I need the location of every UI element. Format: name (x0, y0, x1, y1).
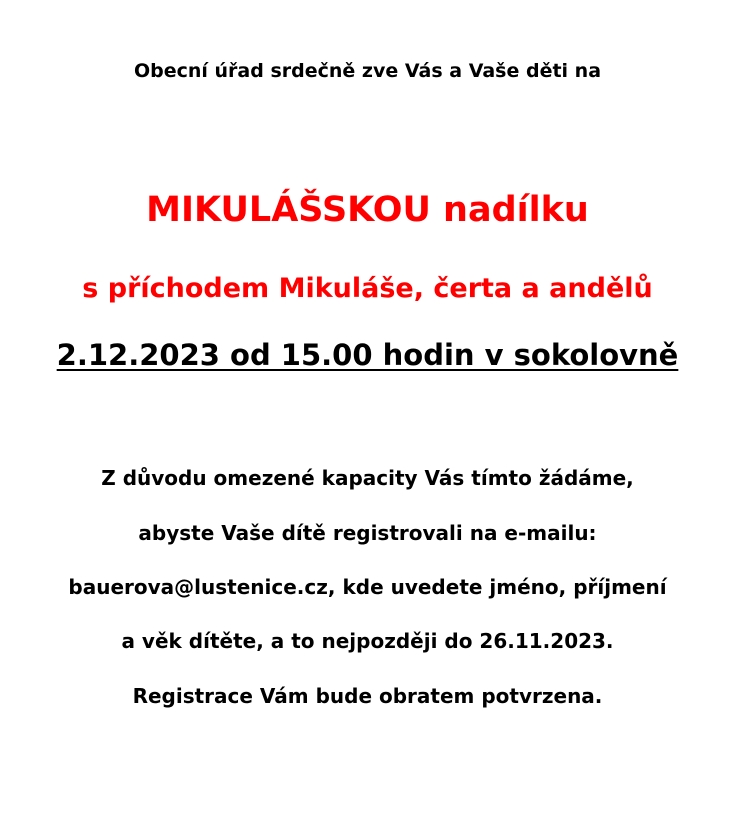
body-line-capacity: Z důvodu omezené kapacity Vás tímto žádáme, (101, 466, 634, 490)
body-line-email: bauerova@lustenice.cz, kde uvedete jméno, příjmení (68, 575, 667, 599)
intro-text: Obecní úřad srdečně zve Vás a Vaše děti na (133, 60, 602, 82)
body-line-deadline: a věk dítěte, a to nejpozději do 26.11.2023. (121, 629, 614, 653)
body-line-confirmation: Registrace Vám bude obratem potvrzena. (132, 684, 603, 708)
event-subheadline: s příchodem Mikuláše, čerta a andělů (82, 273, 653, 304)
event-date-line: 2.12.2023 od 15.00 hodin v sokolovně (56, 338, 679, 372)
body-line-register: abyste Vaše dítě registrovali na e-mailu: (138, 521, 597, 545)
event-headline: MIKULÁŠSKOU nadílku (146, 190, 589, 230)
